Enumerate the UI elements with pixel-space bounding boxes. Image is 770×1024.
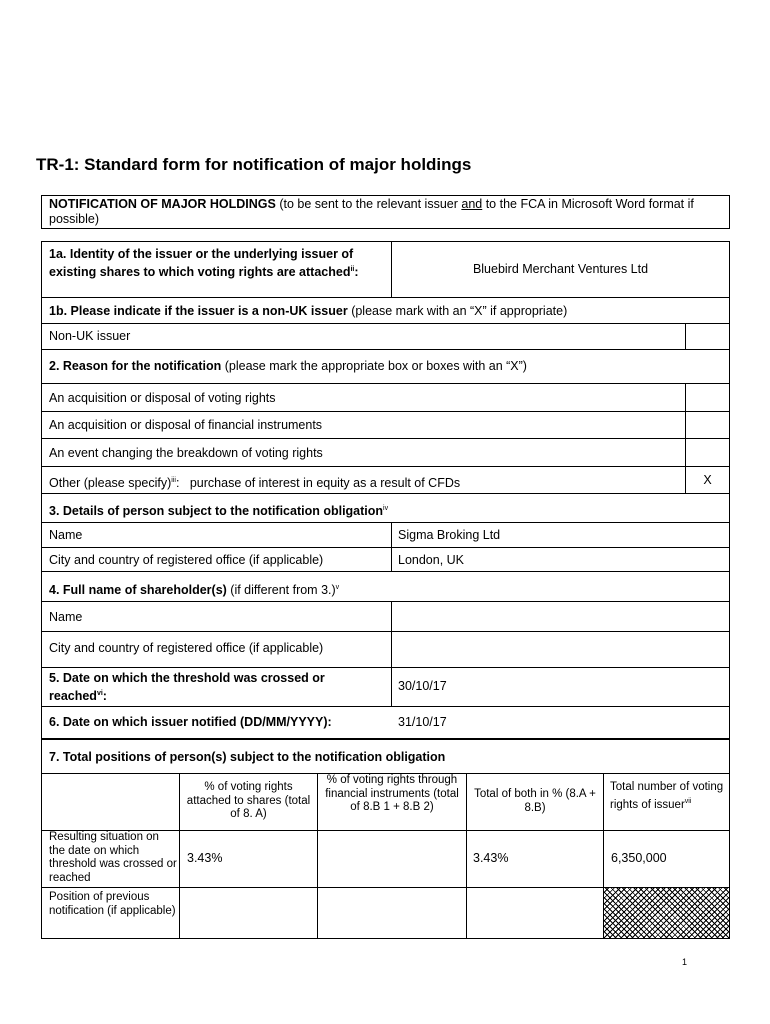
page-title: TR-1: Standard form for notification of major holdings <box>36 155 472 174</box>
reason-acquisition-voting-checkbox[interactable] <box>686 384 729 411</box>
s7-row-resulting-voting-rights: 6,350,000 <box>611 851 667 865</box>
non-uk-issuer-checkbox[interactable] <box>686 324 729 349</box>
s7-row-resulting-total: 3.43% <box>473 851 509 865</box>
s3-name-label: Name <box>49 528 83 542</box>
s6-label: 6. Date on which issuer notified (DD/MM/YYYY): <box>49 715 332 729</box>
s5-label: 5. Date on which the threshold was crossed or reached$^{vi}$: <box>49 671 325 704</box>
s2-label: 2. Reason for the notification (please mark the appropriate box or boxes with an “X”) <box>49 359 527 373</box>
reason-other-label: Other (please specify)$^{iii}$: purchase of interest in equity as a result of CFDs <box>49 476 461 491</box>
reason-breakdown-change-label: An event changing the breakdown of voting rights <box>49 446 323 460</box>
notification-text-after: to the FCA in Microsoft Word format if possible) <box>49 197 694 226</box>
s1b-label: 1b. Please indicate if the issuer is a non-UK issuer (please mark with an “X” if appropriate) <box>49 304 568 318</box>
s3-name-value: Sigma Broking Ltd <box>398 528 501 542</box>
page-number: 1 <box>682 957 688 967</box>
reason-other-specify: purchase of interest in equity as a result of CFDs <box>189 476 461 491</box>
reason-acquisition-voting-label: An acquisition or disposal of voting rights <box>49 391 276 405</box>
s7-header-instruments: % of voting rights through financial instruments (total of 8.B 1 + 8.B 2) <box>325 774 459 813</box>
non-uk-issuer-label: Non-UK issuer <box>49 329 131 343</box>
notification-box <box>41 195 730 229</box>
reason-acquisition-instruments-label: An acquisition or disposal of financial instruments <box>49 418 323 432</box>
form-table <box>41 241 730 739</box>
s7-row-resulting-shares: 3.43% <box>187 851 223 865</box>
s4-city-label: City and country of registered office (if applicable) <box>49 641 324 655</box>
s7-header-total: Total of both in % (8.A + 8.B) <box>474 788 596 814</box>
reason-other-checkbox[interactable]: X <box>703 473 712 487</box>
s7-row-previous-label: Position of previous notification (if applicable) <box>49 891 176 917</box>
issuer-notified-date: 31/10/17 <box>398 715 447 729</box>
notification-heading: NOTIFICATION OF MAJOR HOLDINGS <box>49 197 276 211</box>
s3-city-value: London, UK <box>398 553 465 567</box>
reason-acquisition-instruments-checkbox[interactable] <box>686 412 729 438</box>
s7-row-previous-voting-rights-hatched <box>604 888 729 938</box>
issuer-name: Bluebird Merchant Ventures Ltd <box>472 262 649 276</box>
s4-label: 4. Full name of shareholder(s) (if different from 3.)$^v$ <box>49 583 340 598</box>
positions-table <box>41 739 730 939</box>
notification-text <box>49 197 724 227</box>
s4-name-label: Name <box>49 610 83 624</box>
reason-breakdown-change-checkbox[interactable] <box>686 439 729 466</box>
s3-city-label: City and country of registered office (if applicable) <box>49 553 324 567</box>
s3-label: 3. Details of person subject to the notification obligation$^{iv}$ <box>49 504 389 519</box>
s7-label: 7. Total positions of person(s) subject to the notification obligation <box>49 750 446 764</box>
s7-header-shares: % of voting rights attached to shares (total of 8. A) <box>186 781 311 820</box>
notification-underlined: and <box>461 197 483 211</box>
notification-text-before: (to be sent to the relevant issuer <box>275 197 462 211</box>
s1a-label: 1a. Identity of the issuer or the underlying issuer of existing shares to which voting rights are attached$^{ii}$: <box>49 247 359 280</box>
s7-header-voting-rights: Total number of voting rights of issuer$^{vii}$ <box>610 781 724 811</box>
s7-row-resulting-label: Resulting situation on the date on which threshold was crossed or reached <box>49 831 177 884</box>
threshold-date: 30/10/17 <box>398 679 447 693</box>
